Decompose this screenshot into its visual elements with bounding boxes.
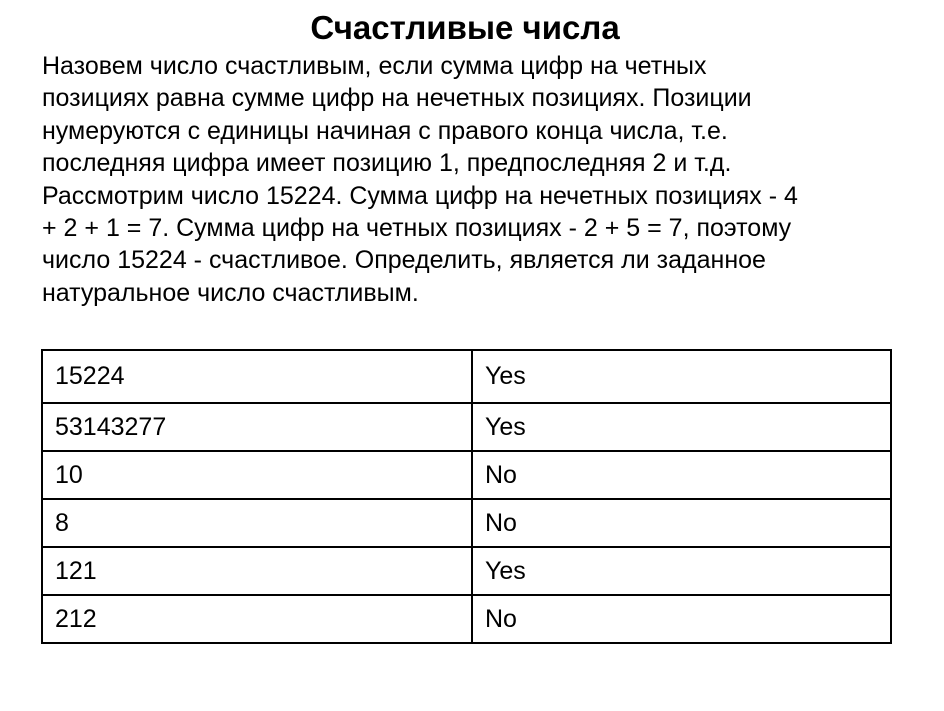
example-output-cell: Yes [472,350,891,403]
table-row [42,451,891,499]
example-input-cell: 8 [42,499,472,547]
example-output-cell: No [472,451,891,499]
table-row [42,350,891,403]
description-line: число 15224 - счастливое. Определить, является ли заданное [42,246,766,275]
table-row [42,403,891,451]
table-row [42,547,891,595]
example-output-cell: Yes [472,403,891,451]
table-row [42,595,891,643]
description-line: Назовем число счастливым, если сумма цифр на четных [42,52,707,80]
example-input-cell: 10 [42,451,472,499]
description-line: натуральное число счастливым. [42,278,419,307]
example-output-cell: Yes [472,547,891,595]
example-input-cell: 212 [42,595,472,643]
description-line: + 2 + 1 = 7. Сумма цифр на четных позициях - 2 + 5 = 7, поэтому [42,214,792,243]
example-input-cell: 53143277 [42,403,472,451]
example-input-cell: 121 [42,547,472,595]
example-output-cell: No [472,499,891,547]
table-row [42,499,891,547]
examples-table [41,349,892,644]
example-output-cell: No [472,595,891,643]
example-input-cell: 15224 [42,350,472,403]
page-title: Счастливые числа [310,9,620,46]
description-line: Рассмотрим число 15224. Сумма цифр на нечетных позициях - 4 [42,181,798,210]
description-line: позициях равна сумме цифр на нечетных позициях. Позиции [42,84,752,113]
problem-description [42,50,902,309]
description-line: нумеруются с единицы начиная с правого конца числа, т.е. [42,116,728,145]
description-line: последняя цифра имеет позицию 1, предпоследняя 2 и т.д. [42,149,732,178]
